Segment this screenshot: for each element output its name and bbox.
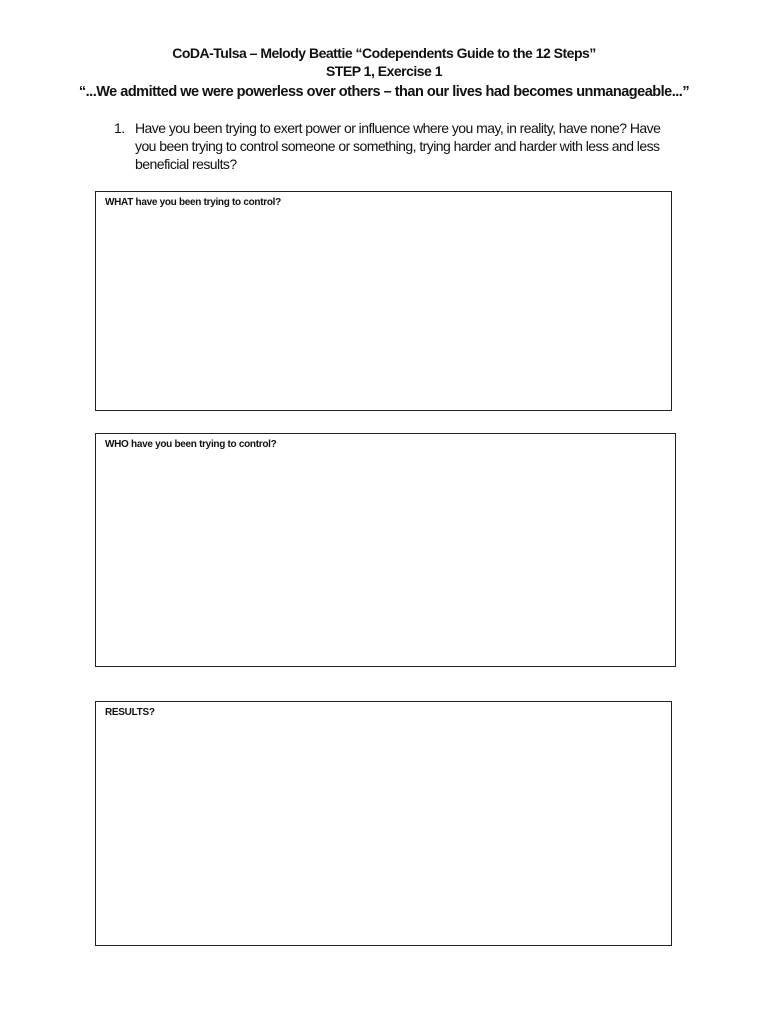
- document-title: CoDA-Tulsa – Melody Beattie “Codependents Guide to the 12 Steps”: [172, 45, 596, 61]
- document-subtitle: STEP 1, Exercise 1: [325, 63, 443, 79]
- question-text: Have you been trying to exert power or influence where you may, in reality, have none? Have you been trying to control someone or something, trying harder and harder with less and less beneficial results?: [135, 120, 661, 172]
- question-number: 1.: [114, 120, 125, 136]
- question-1: [114, 119, 684, 173]
- answer-box-results[interactable]: [95, 701, 672, 946]
- answer-box-label: WHAT have you been trying to control?: [105, 197, 281, 208]
- answer-box-who[interactable]: [95, 433, 676, 667]
- step-quote: “...We admitted we were powerless over others – than our lives had becomes unmanageable...”: [78, 84, 690, 100]
- answer-box-what[interactable]: [95, 191, 672, 411]
- answer-box-label: RESULTS?: [105, 707, 155, 718]
- answer-box-label: WHO have you been trying to control?: [105, 439, 277, 450]
